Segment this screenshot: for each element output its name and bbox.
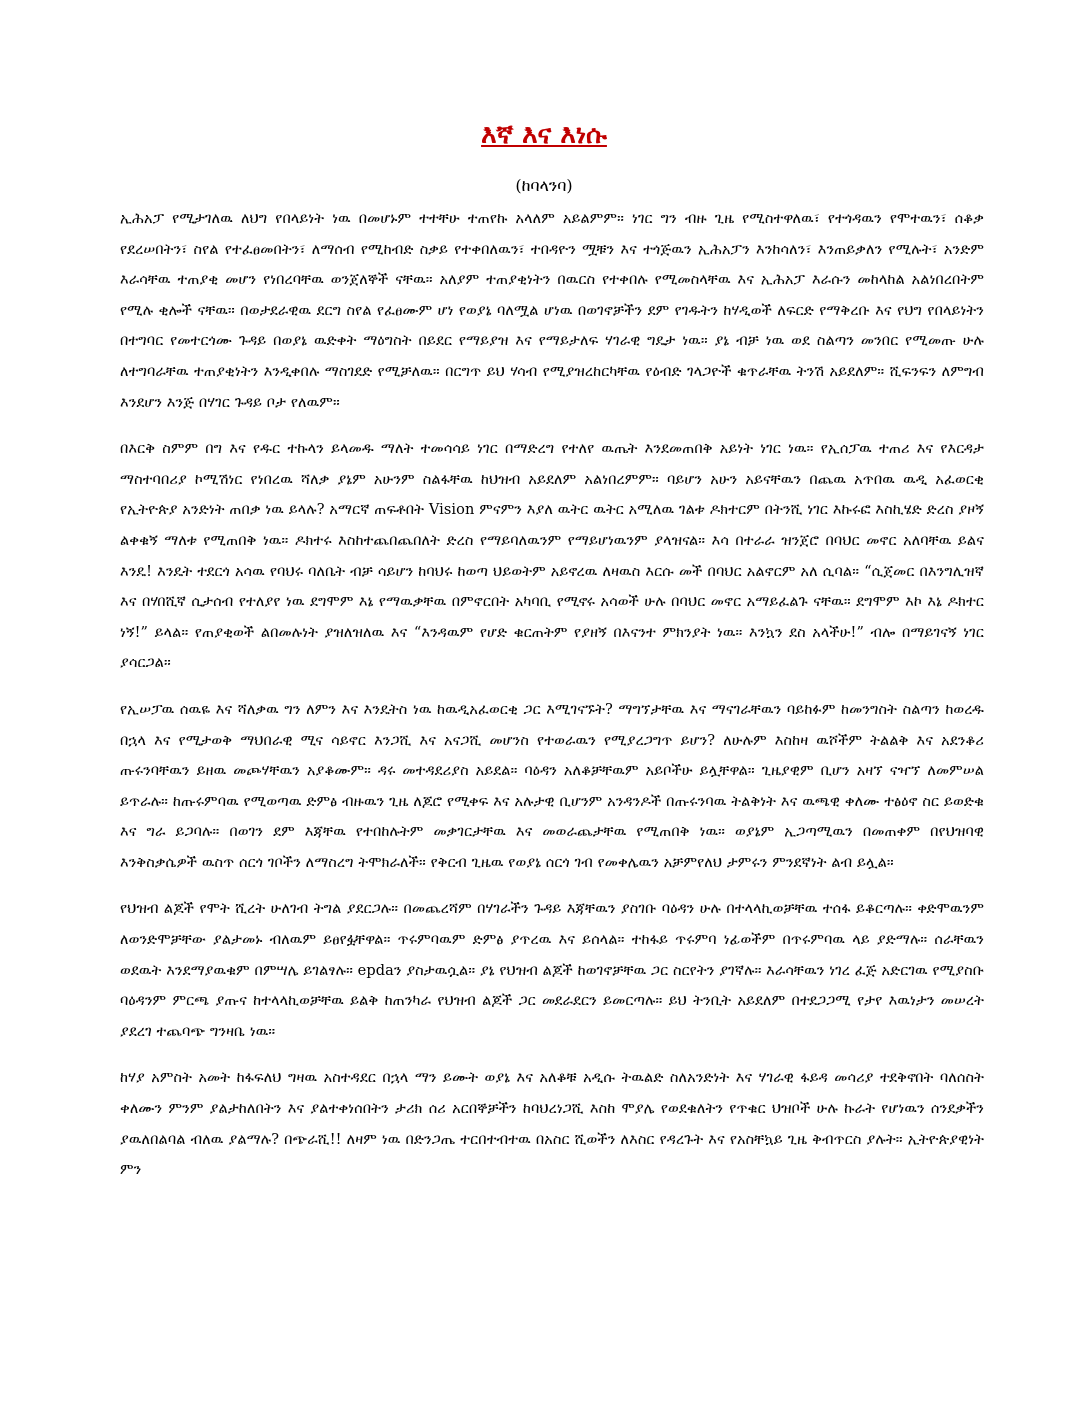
paragraph: በእርቅ ስምም በግ እና የዱር ተኩላን ይላመዱ ማለት ተመሳሳይ ነገር በማድረግ የተለየ ዉጤት እንደመጠበቅ አይነት ነገር ነዉ። የኢሰፓዉ ተጠሪ እና የእርዳታ ማስተባበሪያ ኮሚሽነር የነበረዉ ሻለቃ ያኔም አሁንም ስልፋቸዉ ከህዝብ አይደለም አልነበረምም። ባይሆን አሁን አይናቸዉን በጨዉ አጥበዉ ዉዲ አፈወርቂ የኢትዮጵያ አንድነት ጠበቃ ነዉ ይላሉ? አማርኛ ጠፍቶበት Vision ምናምን እያለ ዉትር ዉትር አሚለዉ ገልቱ ዶክተርም በትንሺ ነገር እኩሩፎ እስኪሄድ ድረስ ያዞኝ ልቀቁኝ ማለቱ የሚጠበቅ ነዉ። ዶክተሩ እስከተጨበጨበለት ድረስ የማይባለዉንም የማይሆነዉንም ያላዝናል። እሳ በተራራ ዝንጀሮ በባህር መኖር አለባቸዉ ይልና እንዴ! እንዴት ተደርጎ አሳዉ የባህሩ ባለቤት ብቻ ሳይሆን ከባህሩ ከወጣ ህይወትም አይኖረዉ ለዛዉስ እርሱ መች በባህር አልኖርም አለ ሲባል። “ሲጀመር በእንግሊዝኛ እና በሃበሺኛ ሲታሰብ የተለያየ ነዉ ደግሞም እኔ የማዉቃቸዉ በምኖርበት አካባቢ የሚኖሩ አሳወች ሁሉ በባህር መኖር አማይፈልጉ ናቸዉ። ደግሞም እኮ እኔ ዶክተር ነኝ!” ይላል። የጠያቂወች ልበመሉነት ያዝለዝለዉ እና “እንዳዉም የሆድ ቁርጠትም የያዘኝ በእናንተ ምክንያት ነዉ። እንኳን ደስ አላችሁ!” ብሎ በማይገናኝ ነገር ያሳርጋል። — [120, 441, 984, 672]
paragraph: የህዝብ ልጆች የሞት ሺረት ሁለገብ ትግል ያደርጋሉ። በመጨረሻም በሃገራችን ጉዳይ እጃቸዉን ያስገቡ ባዕዳን ሁሉ በተላላኪወቻቸዉ ተሰፋ ይቆርጣሉ። ቀድሞዉንም ለወንድሞቻቸው ያልታመኑ ብለዉም ይፀየፏቸዋል። ጥሩምባዉም ድምፅ ያጥረዉ እና ይሰላል። ተከፋይ ጥሩምባ ነፊወችም በጥሩምባዉ ላይ ያድማሉ። ሰራቸዉን ወደዉት እንደማያዉቁም በምሣሌ ይገልፃሉ። epdaን ያስታዉሷል። ያኔ የህዝብ ልጆች ከወገኖቻቸዉ ጋር ስርየትን ያገኛሉ። እራሳቸዉን ነገረ ፈጅ አድርገዉ የሚያስቡ ባዕዳንም ምርጫ ያጡና ከተላላኪወቻቸዉ ይልቅ ከጠንካራ የህዝብ ልጆች ጋር መደራደርን ይመርጣሉ። ይህ ትንቢት አይደለም በተደጋጋሚ የታየ እዉነታን መሠረት ያደረገ ተጨባጭ ግንዛቤ ነዉ። — [120, 901, 984, 1040]
paragraph: ከሃያ አምስት አመት ከፋፍለህ ግዛዉ አስተዳደር በኋላ ማን ይሙት ወያኔ እና አለቆቹ አዲሱ ትዉልድ ስለአንድነት እና ሃገራዊ ፋይዳ መሳሪያ ተደቅኖበት ባለሰስት ቀለሙን ምንም ያልታከለበትን እና ያልተቀነሰበትን ታሪክ ሰሪ አርበኞቻችን ከባህረነጋሺ እስከ ሞያሌ የወደቁለትን የጥቁር ህዝቦች ሁሉ ኩራት የሆነዉን ሰንደቃችን ያዉለበልባል ብለዉ ያልማሉ? በጭራሺ!! ለዛም ነዉ በድንጋጤ ተርበተብተዉ በአስር ሺወችን ለእስር የዳረጉት እና የአስቸኳይ ጊዜ ቅብጥርስ ያሉት። ኢትዮጵያዊነት ምን — [120, 1070, 984, 1179]
paragraph: ኢሕአፓ የሚታገለዉ ለህግ የበላይነት ነዉ በመሆኑም ተተቸሁ ተጠየኩ አላለም አይልምም። ነገር ግን ብዙ ጊዜ የሚስተዋለዉ፣ የተጎዳዉን የሞተዉን፣ ሰቆቃ የደረሠበትን፣ ስየል የተፈፀመበትን፣ ለማሰብ የሚከብድ ስቃይ የተቀበለዉን፣ ተበዳዮን ሟቹን እና ተጎጅዉን ኢሕአፓን እንከሳለን፣ እንጠይቃለን የሚሉት፣ አንድም እራሳቸዉ ተጠያቂ መሆን የነበረባቸዉ ወንጀለኞች ናቸዉ። አለያም ተጠያቂነትን በዉርስ የተቀበሉ የሚመስላቸዉ እና ኢሕአፓ እራሱን መከላከል አልነበረበትም የሚሉ ቂሎች ናቸዉ። በወታደራዊዉ ደርግ ስየል የፈፀሙም ሆነ የወያኔ ባለሟል ሆነዉ በወገኖቻችን ደም የገዱትን ከሃዲወች ለፍርድ የማቅረቡ እና የህግ የበላይነትን በተግባር የመተርጎሙ ጉዳይ በወያኔ ዉድቀት ማዕግስት በይደር የማይያዝ እና የማይታለፍ ሃገራዊ ግዴታ ነዉ። ያኔ ብቻ ነዉ ወደ ስልጣን መንበር የሚመጡ ሁሉ ለተግባራቸዉ ተጠያቂነትን እንዲቀበሉ ማስገደድ የሚቻለዉ። በርግጥ ይህ ሃሳብ የሚያዝረከርካቸዉ የዕብድ ገላጋዮች ቁጥራቸዉ ትንሽ አይደለም። ሺፍንፍን ለምግብ እንደሆን እንጅ በሃገር ጉዳይ ቦታ የለዉም። — [120, 211, 984, 411]
document-subtitle: (ከባላንባ) — [515, 176, 573, 195]
paragraph: የኢሠፓዉ ሰዉዬ እና ሻለቃዉ ግን ለምን እና እንዴትስ ነዉ ከዉዲአፈወርቂ ጋር እሚገናኙት? ማግኘታቸዉ እና ማናገራቸዉን ባይከፉም ከመንግስት ስልጣን ከወረዱ በኋላ እና የሚታወቅ ማህበራዊ ሚና ሳይኖር እንጋሺ እና አናጋሺ መሆንስ የተወራዉን የሚያረጋግጥ ይሆን? ለሁሉም እስከዛ ዉሾችም ትልልቅ እና አደንቆሪ ጡሩንባቸዉን ይዘዉ መጮሃቸዉን አያቆሙም። ዳሩ መተዳደሪያስ አይደል። ባዕዳን አለቆቻቸዉም አይቦችሁ ይሏቸዋል። ጊዜያዊም ቢሆን አዛኘ ናዣኘ ለመምሠል ይጥራሉ። ከጡሩምባዉ የሚወጣዉ ድምፅ ብዙዉን ጊዜ ለጆሮ የሚቀፍ እና አሉታዊ ቢሆንም አንዳንዶች በጡሩንባዉ ትልቅነት እና ዉጫዊ ቀለሙ ተፅዕኖ ስር ይወድቁ እና ግራ ይጋባሉ። በወገን ደም እጃቸዉ የተበከሉትም መቃገርታቸዉ እና መወራጨታቸዉ የሚጠበቅ ነዉ። ወያኔም ኢጋጣሚዉን በመጠቀም በየህዝባዊ እንቅስቃሴዎች ዉስጥ ሰርጎ ገቦችን ለማስረግ ትሞክራለች። የቅርብ ጊዜዉ የወያኔ ሰርጎ ገብ የመቀሌዉን አቻምየለህ ታምሩን ምንደኛነት ልብ ይሏል። — [120, 701, 984, 871]
document-body — [120, 204, 984, 1202]
document-title: እኛ እና እነሱ — [481, 120, 607, 150]
